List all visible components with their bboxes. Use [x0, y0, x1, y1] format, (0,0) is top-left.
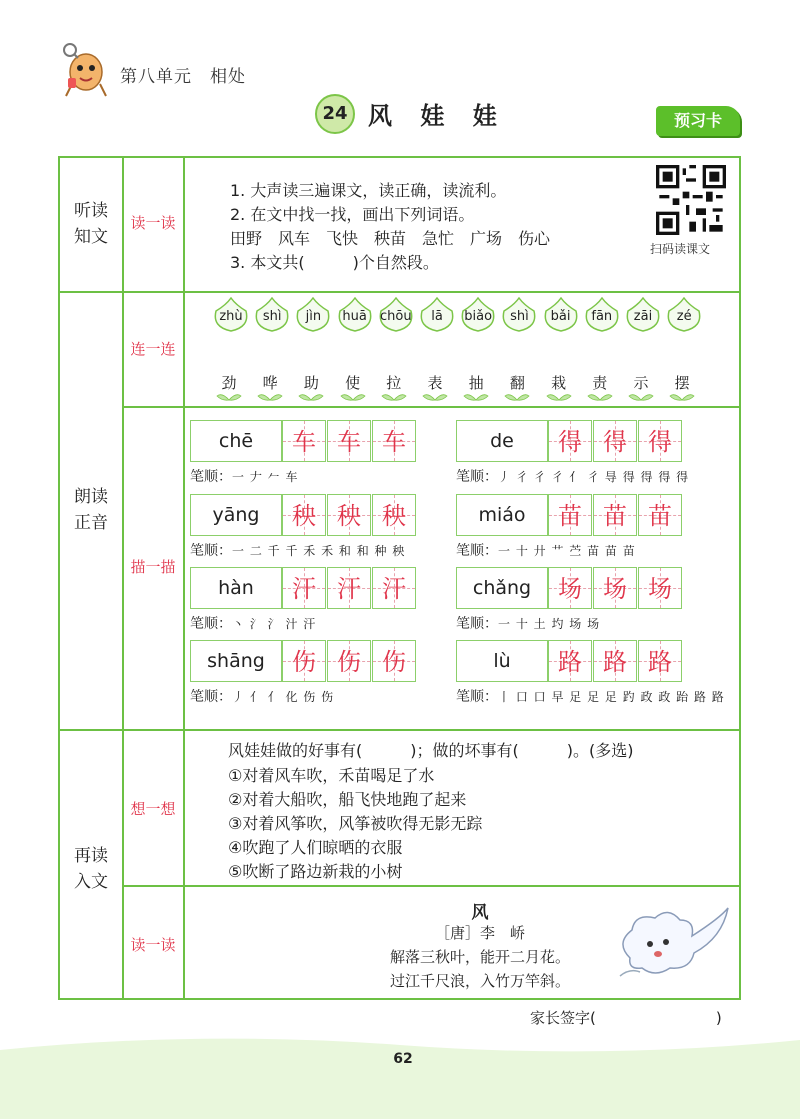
tian-grid-cell[interactable]	[593, 567, 637, 609]
pinyin-box: de	[456, 420, 548, 462]
tian-grid-cell[interactable]	[372, 640, 416, 682]
traced-character: 路	[558, 648, 582, 676]
stroke-sequence: 一 二 千 千 禾 禾 和 和 种 秧	[232, 544, 406, 558]
stroke-order-line	[456, 540, 636, 560]
hanzi-char[interactable]: 翻	[509, 374, 525, 392]
pinyin-box: chǎng	[456, 567, 548, 609]
pinyin-box: lù	[456, 640, 548, 682]
option-item: ④吹跑了人们晾晒的衣服	[228, 838, 403, 857]
leaf-icon	[504, 390, 530, 402]
stroke-order-label: 笔顺：	[456, 469, 498, 485]
qr-code-icon[interactable]	[656, 165, 726, 235]
tian-grid-cell[interactable]	[548, 640, 592, 682]
stroke-order-line	[456, 466, 689, 486]
stroke-order-label: 笔顺：	[456, 689, 498, 705]
stroke-sequence: 丿 亻 亻 化 伤 伤	[232, 690, 335, 704]
pinyin-drop[interactable]	[500, 297, 538, 333]
tian-grid-cell[interactable]	[638, 494, 682, 536]
pinyin-box: miáo	[456, 494, 548, 536]
pinyin-drop[interactable]	[665, 297, 703, 333]
activity-divider	[183, 156, 185, 1000]
stroke-order-line	[456, 613, 600, 633]
pinyin-drop[interactable]	[253, 297, 291, 333]
pinyin-drop[interactable]	[542, 297, 580, 333]
pinyin-label: fān	[591, 309, 613, 324]
pinyin-label: zāi	[633, 309, 653, 324]
tian-grid-cell[interactable]	[638, 567, 682, 609]
mascot-illustration	[60, 40, 112, 100]
instruction-line: 1. 大声读三遍课文，读正确，读流利。	[230, 181, 507, 200]
hanzi-char[interactable]: 表	[427, 374, 443, 392]
option-item: ⑤吹断了路边新栽的小树	[228, 862, 403, 881]
traced-character: 路	[648, 648, 672, 676]
stroke-sequence: 丨 口 口 早 足 足 足 趵 政 政 跆 路 路	[498, 690, 725, 704]
traced-character: 场	[603, 575, 627, 603]
pinyin-label: huā	[342, 309, 367, 324]
stroke-order-label: 笔顺：	[190, 616, 232, 632]
pinyin-label: zhù	[219, 309, 243, 324]
stroke-order-label: 笔顺：	[456, 543, 498, 559]
tian-grid-cell[interactable]	[372, 494, 416, 536]
tian-grid-cell[interactable]	[282, 640, 326, 682]
hanzi-char[interactable]: 栽	[551, 374, 567, 392]
lesson-title: 风 娃 娃	[368, 101, 507, 130]
tian-grid-cell[interactable]	[638, 640, 682, 682]
traced-character: 车	[337, 428, 361, 456]
wind-character-illustration	[610, 898, 730, 988]
stroke-sequence: 丿 彳 彳 彳 ⺅ 彳 㝵 得 得 得 得	[498, 470, 690, 484]
pinyin-box: yāng	[190, 494, 282, 536]
pinyin-box: shāng	[190, 640, 282, 682]
tian-grid-cell[interactable]	[548, 494, 592, 536]
hanzi-char[interactable]: 责	[592, 374, 608, 392]
leaf-icon	[422, 390, 448, 402]
traced-character: 汗	[382, 575, 406, 603]
pinyin-drop[interactable]	[418, 297, 456, 333]
tian-grid-cell[interactable]	[593, 494, 637, 536]
traced-character: 伤	[382, 648, 406, 676]
traced-character: 得	[558, 428, 582, 456]
tian-grid-cell[interactable]	[327, 420, 371, 462]
traced-character: 场	[648, 575, 672, 603]
stroke-order-line	[190, 613, 316, 633]
pinyin-label: bǎi	[550, 309, 571, 324]
preview-card-tag: 预习卡	[656, 106, 740, 136]
pinyin-label: shì	[510, 309, 529, 324]
pinyin-drop[interactable]	[212, 297, 250, 333]
page-number: 62	[393, 1051, 413, 1067]
leaf-icon	[546, 390, 572, 402]
pinyin-label: lā	[431, 309, 443, 324]
leaf-icon	[298, 390, 324, 402]
category-listen: 听读 知文	[74, 201, 108, 247]
option-item: ③对着风筝吹，风筝被吹得无影无踪	[228, 814, 483, 833]
qr-label: 扫码读课文	[650, 242, 711, 256]
stroke-order-line	[190, 540, 405, 560]
tian-grid-cell[interactable]	[638, 420, 682, 462]
pinyin-drop[interactable]	[583, 297, 621, 333]
unit-title: 第八单元 相处	[120, 67, 246, 87]
leaf-icon	[340, 390, 366, 402]
stroke-order-line	[456, 686, 725, 706]
poem-line: 过江千尺浪，入竹万竿斜。	[389, 972, 570, 990]
hanzi-char[interactable]: 哗	[262, 374, 278, 392]
tian-grid-cell[interactable]	[548, 420, 592, 462]
hanzi-char[interactable]: 助	[303, 374, 319, 392]
stroke-sequence: 一 𠂇 𠂉 车	[232, 470, 299, 484]
traced-character: 伤	[337, 648, 361, 676]
pinyin-drop[interactable]	[336, 297, 374, 333]
hanzi-char[interactable]: 劲	[221, 374, 237, 392]
tian-grid-cell[interactable]	[372, 420, 416, 462]
traced-character: 苗	[558, 502, 582, 530]
traced-character: 秧	[292, 502, 316, 530]
leaf-icon	[381, 390, 407, 402]
traced-character: 伤	[292, 648, 316, 676]
leaf-icon	[463, 390, 489, 402]
pinyin-label: zé	[676, 309, 692, 324]
tian-grid-cell[interactable]	[593, 420, 637, 462]
pinyin-label: shì	[262, 309, 282, 324]
hanzi-char[interactable]: 拉	[386, 374, 402, 392]
option-item: ②对着大船吹，船飞快地跑了起来	[228, 790, 467, 809]
traced-character: 路	[603, 648, 627, 676]
tian-grid-cell[interactable]	[282, 494, 326, 536]
traced-character: 苗	[648, 502, 672, 530]
tian-grid-cell[interactable]	[593, 640, 637, 682]
poem-line: 解落三秋叶，能开二月花。	[389, 948, 570, 966]
leaf-icon	[669, 390, 695, 402]
pinyin-drop[interactable]	[294, 297, 332, 333]
lesson-number-badge: 24	[315, 94, 355, 134]
instruction-line: 3. 本文共( )个自然段。	[230, 253, 439, 272]
stroke-order-label: 笔顺：	[190, 689, 232, 705]
tian-grid-cell[interactable]	[548, 567, 592, 609]
traced-character: 秧	[382, 502, 406, 530]
traced-character: 汗	[337, 575, 361, 603]
traced-character: 得	[603, 428, 627, 456]
leaf-icon	[587, 390, 613, 402]
stroke-order-line	[190, 686, 334, 706]
pinyin-label: jìn	[305, 309, 322, 324]
leaf-icon	[628, 390, 654, 402]
instruction-line: 2. 在文中找一找，画出下列词语。	[230, 205, 475, 224]
traced-character: 车	[382, 428, 406, 456]
leaf-icon	[216, 390, 242, 402]
traced-character: 场	[558, 575, 582, 603]
section-divider	[58, 729, 741, 731]
question-text: 风娃娃做的好事有( )；做的坏事有( )。(多选)	[228, 741, 634, 760]
tian-grid-cell[interactable]	[372, 567, 416, 609]
parent-signature-field[interactable]: 家长签字( )	[530, 1009, 722, 1027]
tian-grid-cell[interactable]	[327, 494, 371, 536]
row-divider	[123, 885, 741, 887]
pinyin-drop[interactable]	[459, 297, 497, 333]
tian-grid-cell[interactable]	[282, 567, 326, 609]
tian-grid-cell[interactable]	[327, 640, 371, 682]
stroke-sequence: 丶 氵 氵 汁 汗	[232, 617, 317, 631]
traced-character: 秧	[337, 502, 361, 530]
hanzi-char[interactable]: 使	[345, 374, 361, 392]
stroke-sequence: 一 十 土 圴 场 场	[498, 617, 601, 631]
poem-title: 风	[471, 903, 489, 923]
category-divider	[122, 156, 124, 1000]
activity-trace: 描一描	[130, 558, 176, 576]
tian-grid-cell[interactable]	[327, 567, 371, 609]
pinyin-label: biǎo	[464, 309, 493, 324]
pinyin-drop[interactable]	[624, 297, 662, 333]
traced-character: 车	[292, 428, 316, 456]
stroke-order-label: 笔顺：	[190, 543, 232, 559]
tian-grid-cell[interactable]	[282, 420, 326, 462]
leaf-icon	[257, 390, 283, 402]
category-reread: 再读 入文	[74, 846, 108, 892]
traced-character: 得	[648, 428, 672, 456]
hanzi-char[interactable]: 抽	[468, 374, 484, 392]
pinyin-box: chē	[190, 420, 282, 462]
activity-read: 读一读	[130, 214, 176, 232]
activity-think: 想一想	[130, 800, 176, 818]
section-divider	[58, 291, 741, 293]
activity-connect: 连一连	[130, 340, 176, 358]
option-item: ①对着风车吹，禾苗喝足了水	[228, 766, 435, 785]
row-divider	[123, 406, 741, 408]
activity-read-poem: 读一读	[130, 936, 176, 954]
traced-character: 汗	[292, 575, 316, 603]
footer-band	[0, 1030, 800, 1119]
hanzi-char[interactable]: 摆	[674, 374, 690, 392]
stroke-order-label: 笔顺：	[190, 469, 232, 485]
pinyin-label: chōu	[380, 309, 412, 324]
hanzi-char[interactable]: 示	[633, 374, 649, 392]
stroke-sequence: 一 十 廾 艹 苎 苗 苗 苗	[498, 544, 636, 558]
stroke-order-label: 笔顺：	[456, 616, 498, 632]
vocabulary-line: 田野 风车 飞快 秧苗 急忙 广场 伤心	[230, 229, 551, 248]
pinyin-box: hàn	[190, 567, 282, 609]
pinyin-drop[interactable]	[377, 297, 415, 333]
stroke-order-line	[190, 466, 298, 486]
poem-author: ［唐］李 峤	[434, 924, 525, 942]
category-read-aloud: 朗读 正音	[74, 487, 108, 533]
traced-character: 苗	[603, 502, 627, 530]
